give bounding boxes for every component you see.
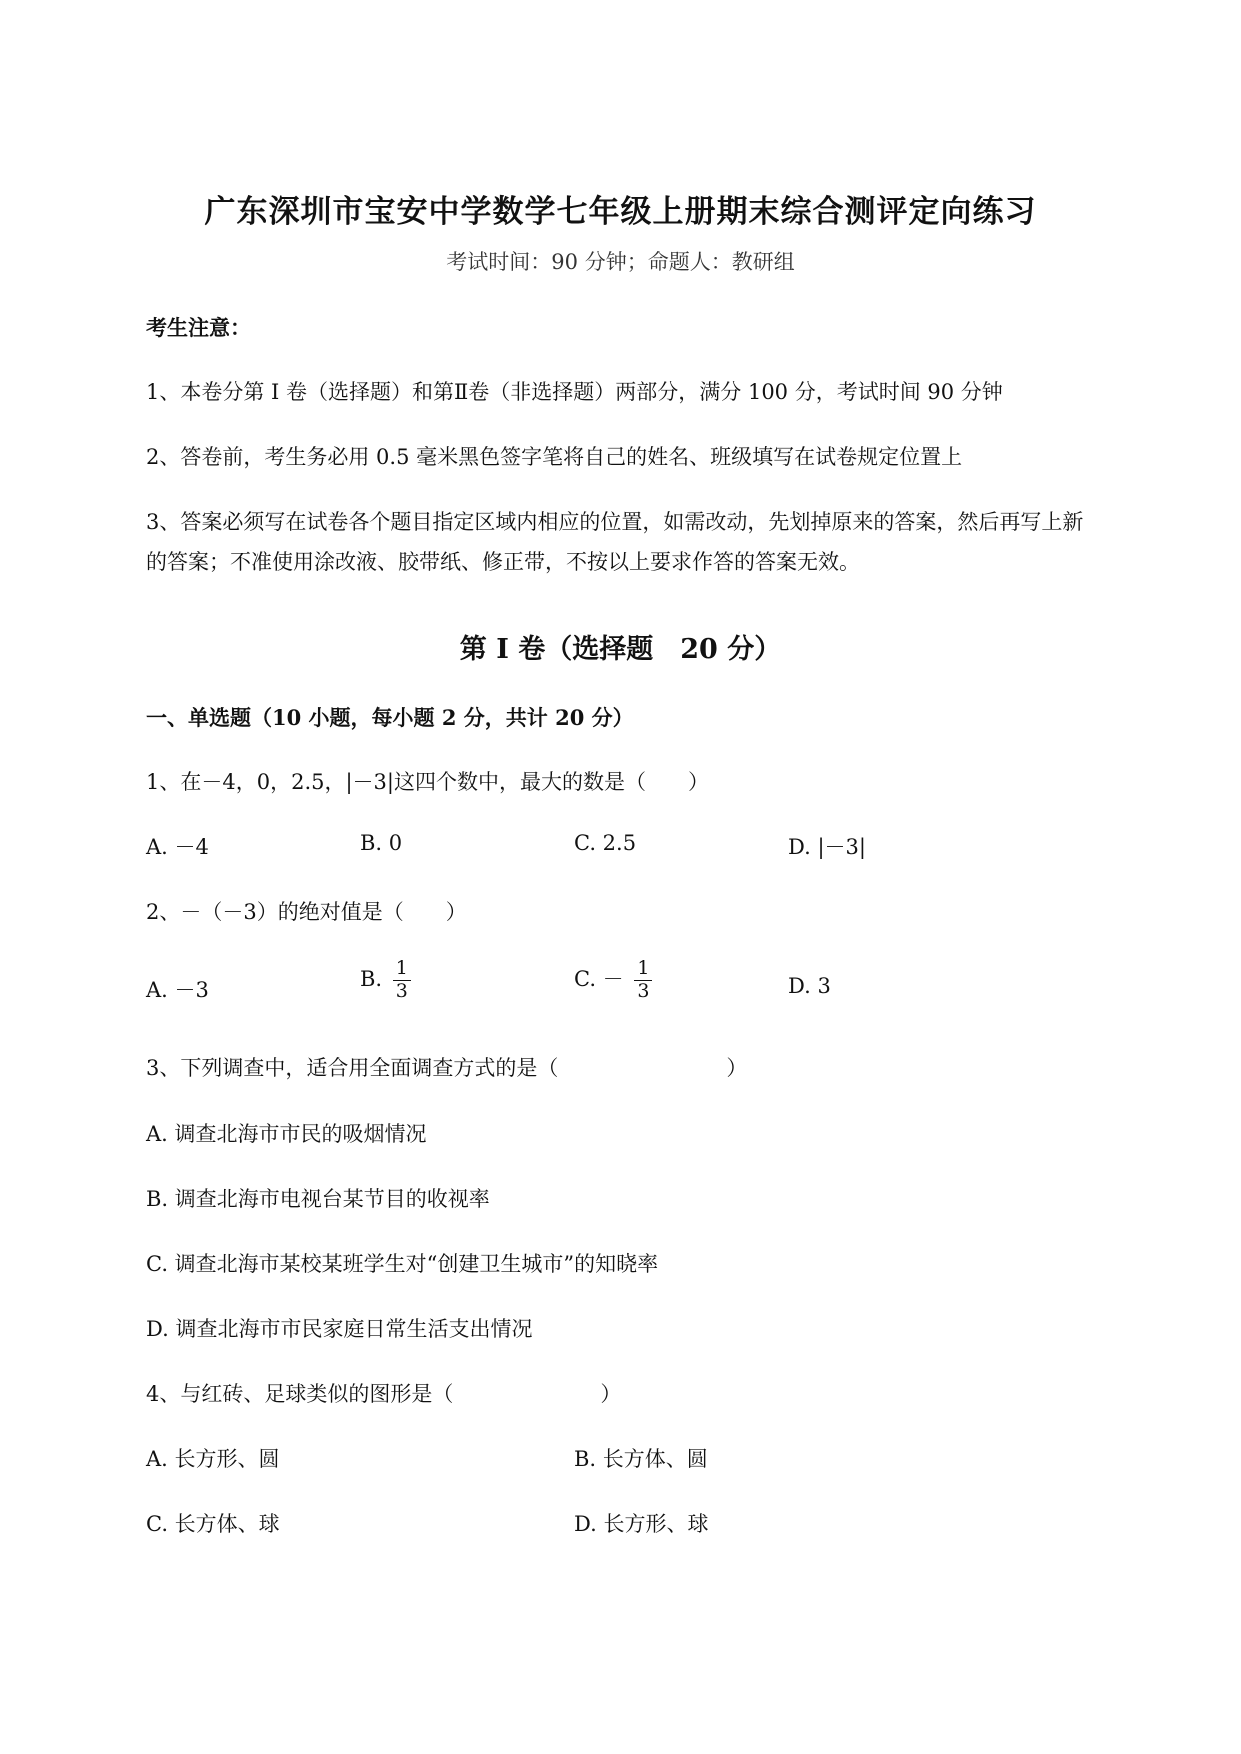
question-2-option-a: A. －3 [146, 978, 209, 1002]
section-title: 第 I 卷（选择题 20 分） [459, 634, 782, 665]
question-3-option-b: B. 调查北海市电视台某节目的收视率 [146, 1187, 490, 1211]
question-2-option-c [574, 958, 652, 1003]
fraction-denominator: 3 [637, 979, 650, 1002]
fraction-numerator: 1 [393, 958, 411, 981]
fraction-numerator: 1 [634, 958, 652, 981]
question-4-option-c: C. 长方体、球 [146, 1512, 280, 1536]
question-1-option-c: C. 2.5 [574, 831, 637, 855]
option-c-label: C. － [574, 966, 624, 991]
question-1-stem: 1、在－4，0，2.5，|－3|这四个数中，最大的数是（ ） [146, 770, 709, 794]
question-2-option-b [360, 958, 411, 1003]
question-4-option-b: B. 长方体、圆 [574, 1447, 708, 1471]
question-1-option-d: D. |－3| [788, 835, 866, 859]
question-2-option-d: D. 3 [788, 974, 831, 998]
question-1-option-a: A. －4 [146, 835, 209, 859]
notice-item-3: 3、答案必须写在试卷各个题目指定区域内相应的位置，如需改动，先划掉原来的答案，然后再写上新 [146, 510, 1084, 534]
fraction-negative-one-third [634, 958, 652, 1003]
exam-title: 广东深圳市宝安中学数学七年级上册期末综合测评定向练习 [204, 194, 1037, 230]
question-3-stem: 3、下列调查中，适合用全面调查方式的是（ ） [146, 1056, 748, 1080]
exam-subtitle: 考试时间：90 分钟；命题人：教研组 [446, 250, 795, 274]
fraction-one-third [393, 958, 411, 1003]
part-heading: 一、单选题（10 小题，每小题 2 分，共计 20 分） [146, 705, 634, 730]
notice-heading: 考生注意： [146, 315, 251, 340]
question-4-option-d: D. 长方形、球 [574, 1512, 709, 1536]
question-2-stem: 2、－（－3）的绝对值是（ ） [146, 900, 467, 924]
fraction-denominator: 3 [395, 979, 408, 1002]
question-4-option-a: A. 长方形、圆 [146, 1447, 280, 1471]
question-3-option-a: A. 调查北海市市民的吸烟情况 [146, 1122, 427, 1146]
question-3-option-d: D. 调查北海市市民家庭日常生活支出情况 [146, 1317, 533, 1341]
question-3-option-c: C. 调查北海市某校某班学生对“创建卫生城市”的知晓率 [146, 1252, 659, 1276]
option-b-label: B. [360, 966, 383, 991]
notice-item-3-continued: 的答案；不准使用涂改液、胶带纸、修正带，不按以上要求作答的答案无效。 [146, 550, 860, 574]
notice-item-1: 1、本卷分第 I 卷（选择题）和第Ⅱ卷（非选择题）两部分，满分 100 分，考试时间 90 分钟 [146, 380, 1003, 404]
question-1-option-b: B. 0 [360, 831, 403, 855]
question-4-stem: 4、与红砖、足球类似的图形是（ ） [146, 1382, 622, 1406]
notice-item-2: 2、答卷前，考生务必用 0.5 毫米黑色签字笔将自己的姓名、班级填写在试卷规定位置上 [146, 445, 963, 469]
